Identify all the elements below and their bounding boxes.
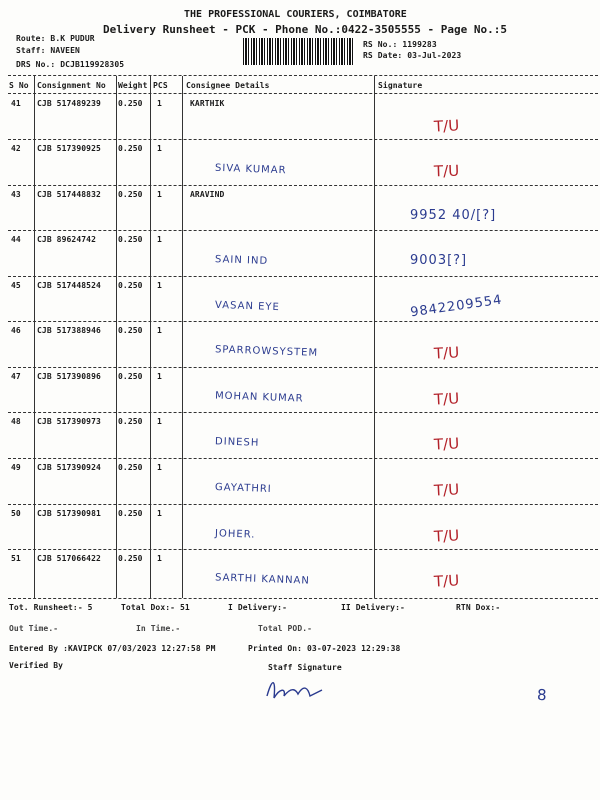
row-handwritten-consignee: VASAN EYE: [214, 299, 281, 314]
row-sno: 47: [11, 372, 21, 381]
row-weight: 0.250: [118, 554, 143, 563]
row-separator: [8, 412, 598, 413]
col-consignment: Consignment No: [37, 81, 106, 90]
row-consignment-no: CJB 517390973: [37, 417, 101, 426]
row-weight: 0.250: [118, 281, 143, 290]
row-handwritten-consignee: SIVA KUMAR: [214, 162, 287, 177]
row-pcs: 1: [157, 417, 162, 426]
col-divider: [116, 76, 117, 598]
verified-by: Verified By: [9, 661, 64, 670]
staff-signature-label: Staff Signature: [268, 663, 342, 672]
row-separator: [8, 458, 598, 459]
rs-number: RS No.: 1199283: [363, 40, 437, 49]
row-weight: 0.250: [118, 144, 143, 153]
printed-on: Printed On: 03-07-2023 12:29:38: [248, 644, 401, 653]
header-bottom-rule: [8, 93, 598, 94]
row-pcs: 1: [157, 281, 162, 290]
row-sno: 45: [11, 281, 21, 290]
row-consignment-no: CJB 89624742: [37, 235, 96, 244]
row-pcs: 1: [157, 99, 162, 108]
row-handwritten-consignee: SAIN IND: [214, 254, 269, 267]
entered-by: Entered By :KAVIPCK 07/03/2023 12:27:58 PM: [9, 644, 216, 653]
row-separator: [8, 321, 598, 322]
col-consignee: Consignee Details: [186, 81, 270, 90]
total-runsheet: Tot. Runsheet:- 5: [9, 603, 93, 612]
row-sno: 44: [11, 235, 21, 244]
in-time: In Time.-: [136, 624, 181, 633]
row-sno: 50: [11, 509, 21, 518]
col-divider: [374, 76, 375, 598]
row-signature: 9003[?]: [410, 253, 468, 268]
route-label: Route: B.K PUDUR: [16, 34, 95, 43]
row-signature: 9842209554: [409, 292, 504, 321]
row-sno: 43: [11, 190, 21, 199]
row-handwritten-consignee: SARTHI KANNAN: [214, 572, 311, 587]
row-pcs: 1: [157, 372, 162, 381]
row-consignment-no: CJB 517448832: [37, 190, 101, 199]
row-pcs: 1: [157, 144, 162, 153]
row-separator: [8, 230, 598, 231]
row-sno: 48: [11, 417, 21, 426]
row-weight: 0.250: [118, 463, 143, 472]
row-signature: T/U: [433, 343, 460, 363]
row-handwritten-consignee: JOHER.: [214, 528, 256, 541]
row-sno: 51: [11, 554, 21, 563]
row-handwritten-consignee: GAYATHRI: [214, 482, 272, 495]
row-sno: 46: [11, 326, 21, 335]
total-pod: Total POD.-: [258, 624, 313, 633]
row-consignment-no: CJB 517390925: [37, 144, 101, 153]
row-pcs: 1: [157, 190, 162, 199]
col-divider: [182, 76, 183, 598]
row-consignee: KARTHIK: [190, 99, 225, 108]
row-handwritten-consignee: DINESH: [214, 436, 260, 449]
row-signature: T/U: [433, 526, 460, 546]
row-weight: 0.250: [118, 417, 143, 426]
row-signature: 9952 40/[?]: [410, 208, 497, 223]
staff-signature: [262, 676, 352, 706]
row-consignment-no: CJB 517390981: [37, 509, 101, 518]
row-consignment-no: CJB 517066422: [37, 554, 101, 563]
col-divider: [150, 76, 151, 598]
row-sno: 49: [11, 463, 21, 472]
row-weight: 0.250: [118, 190, 143, 199]
rs-date: RS Date: 03-Jul-2023: [363, 51, 462, 60]
ii-delivery: II Delivery:-: [341, 603, 405, 612]
row-sno: 42: [11, 144, 21, 153]
col-pcs: PCS: [153, 81, 168, 90]
row-pcs: 1: [157, 326, 162, 335]
col-sno: S No: [9, 81, 29, 90]
row-pcs: 1: [157, 235, 162, 244]
row-pcs: 1: [157, 463, 162, 472]
row-weight: 0.250: [118, 235, 143, 244]
row-signature: T/U: [433, 389, 460, 409]
row-sno: 41: [11, 99, 21, 108]
row-consignment-no: CJB 517390896: [37, 372, 101, 381]
runsheet-subtitle: Delivery Runsheet - PCK - Phone No.:0422-3505555 - Page No.:5: [103, 23, 507, 36]
row-consignment-no: CJB 517390924: [37, 463, 101, 472]
col-divider: [34, 76, 35, 598]
row-separator: [8, 185, 598, 186]
row-signature: T/U: [433, 116, 460, 136]
col-signature: Signature: [378, 81, 423, 90]
totals-rule: [8, 598, 598, 599]
drs-number: DRS No.: DCJB119928305: [16, 60, 125, 69]
row-consignee: ARAVIND: [190, 190, 225, 199]
row-consignment-no: CJB 517388946: [37, 326, 101, 335]
row-pcs: 1: [157, 554, 162, 563]
staff-label: Staff: NAVEEN: [16, 46, 80, 55]
total-dox: Total Dox:- 51: [121, 603, 190, 612]
row-signature: T/U: [433, 434, 460, 454]
company-name: THE PROFESSIONAL COURIERS, COIMBATORE: [184, 9, 407, 20]
row-weight: 0.250: [118, 372, 143, 381]
row-separator: [8, 549, 598, 550]
barcode: [243, 38, 355, 65]
row-weight: 0.250: [118, 326, 143, 335]
rtn-dox: RTN Dox:-: [456, 603, 501, 612]
row-weight: 0.250: [118, 99, 143, 108]
row-signature: T/U: [433, 161, 460, 181]
row-handwritten-consignee: MOHAN KUMAR: [214, 390, 304, 405]
row-weight: 0.250: [118, 509, 143, 518]
out-time: Out Time.-: [9, 624, 59, 633]
row-separator: [8, 276, 598, 277]
col-weight: Weight: [118, 81, 148, 90]
row-separator: [8, 367, 598, 368]
row-consignment-no: CJB 517489239: [37, 99, 101, 108]
i-delivery: I Delivery:-: [228, 603, 287, 612]
page-mark: 8: [536, 685, 548, 705]
row-signature: T/U: [433, 480, 460, 500]
row-signature: T/U: [433, 571, 460, 591]
row-separator: [8, 139, 598, 140]
row-separator: [8, 504, 598, 505]
row-pcs: 1: [157, 509, 162, 518]
row-consignment-no: CJB 517448524: [37, 281, 101, 290]
row-handwritten-consignee: SPARROWSYSTEM: [214, 344, 319, 359]
header-top-rule: [8, 75, 598, 76]
